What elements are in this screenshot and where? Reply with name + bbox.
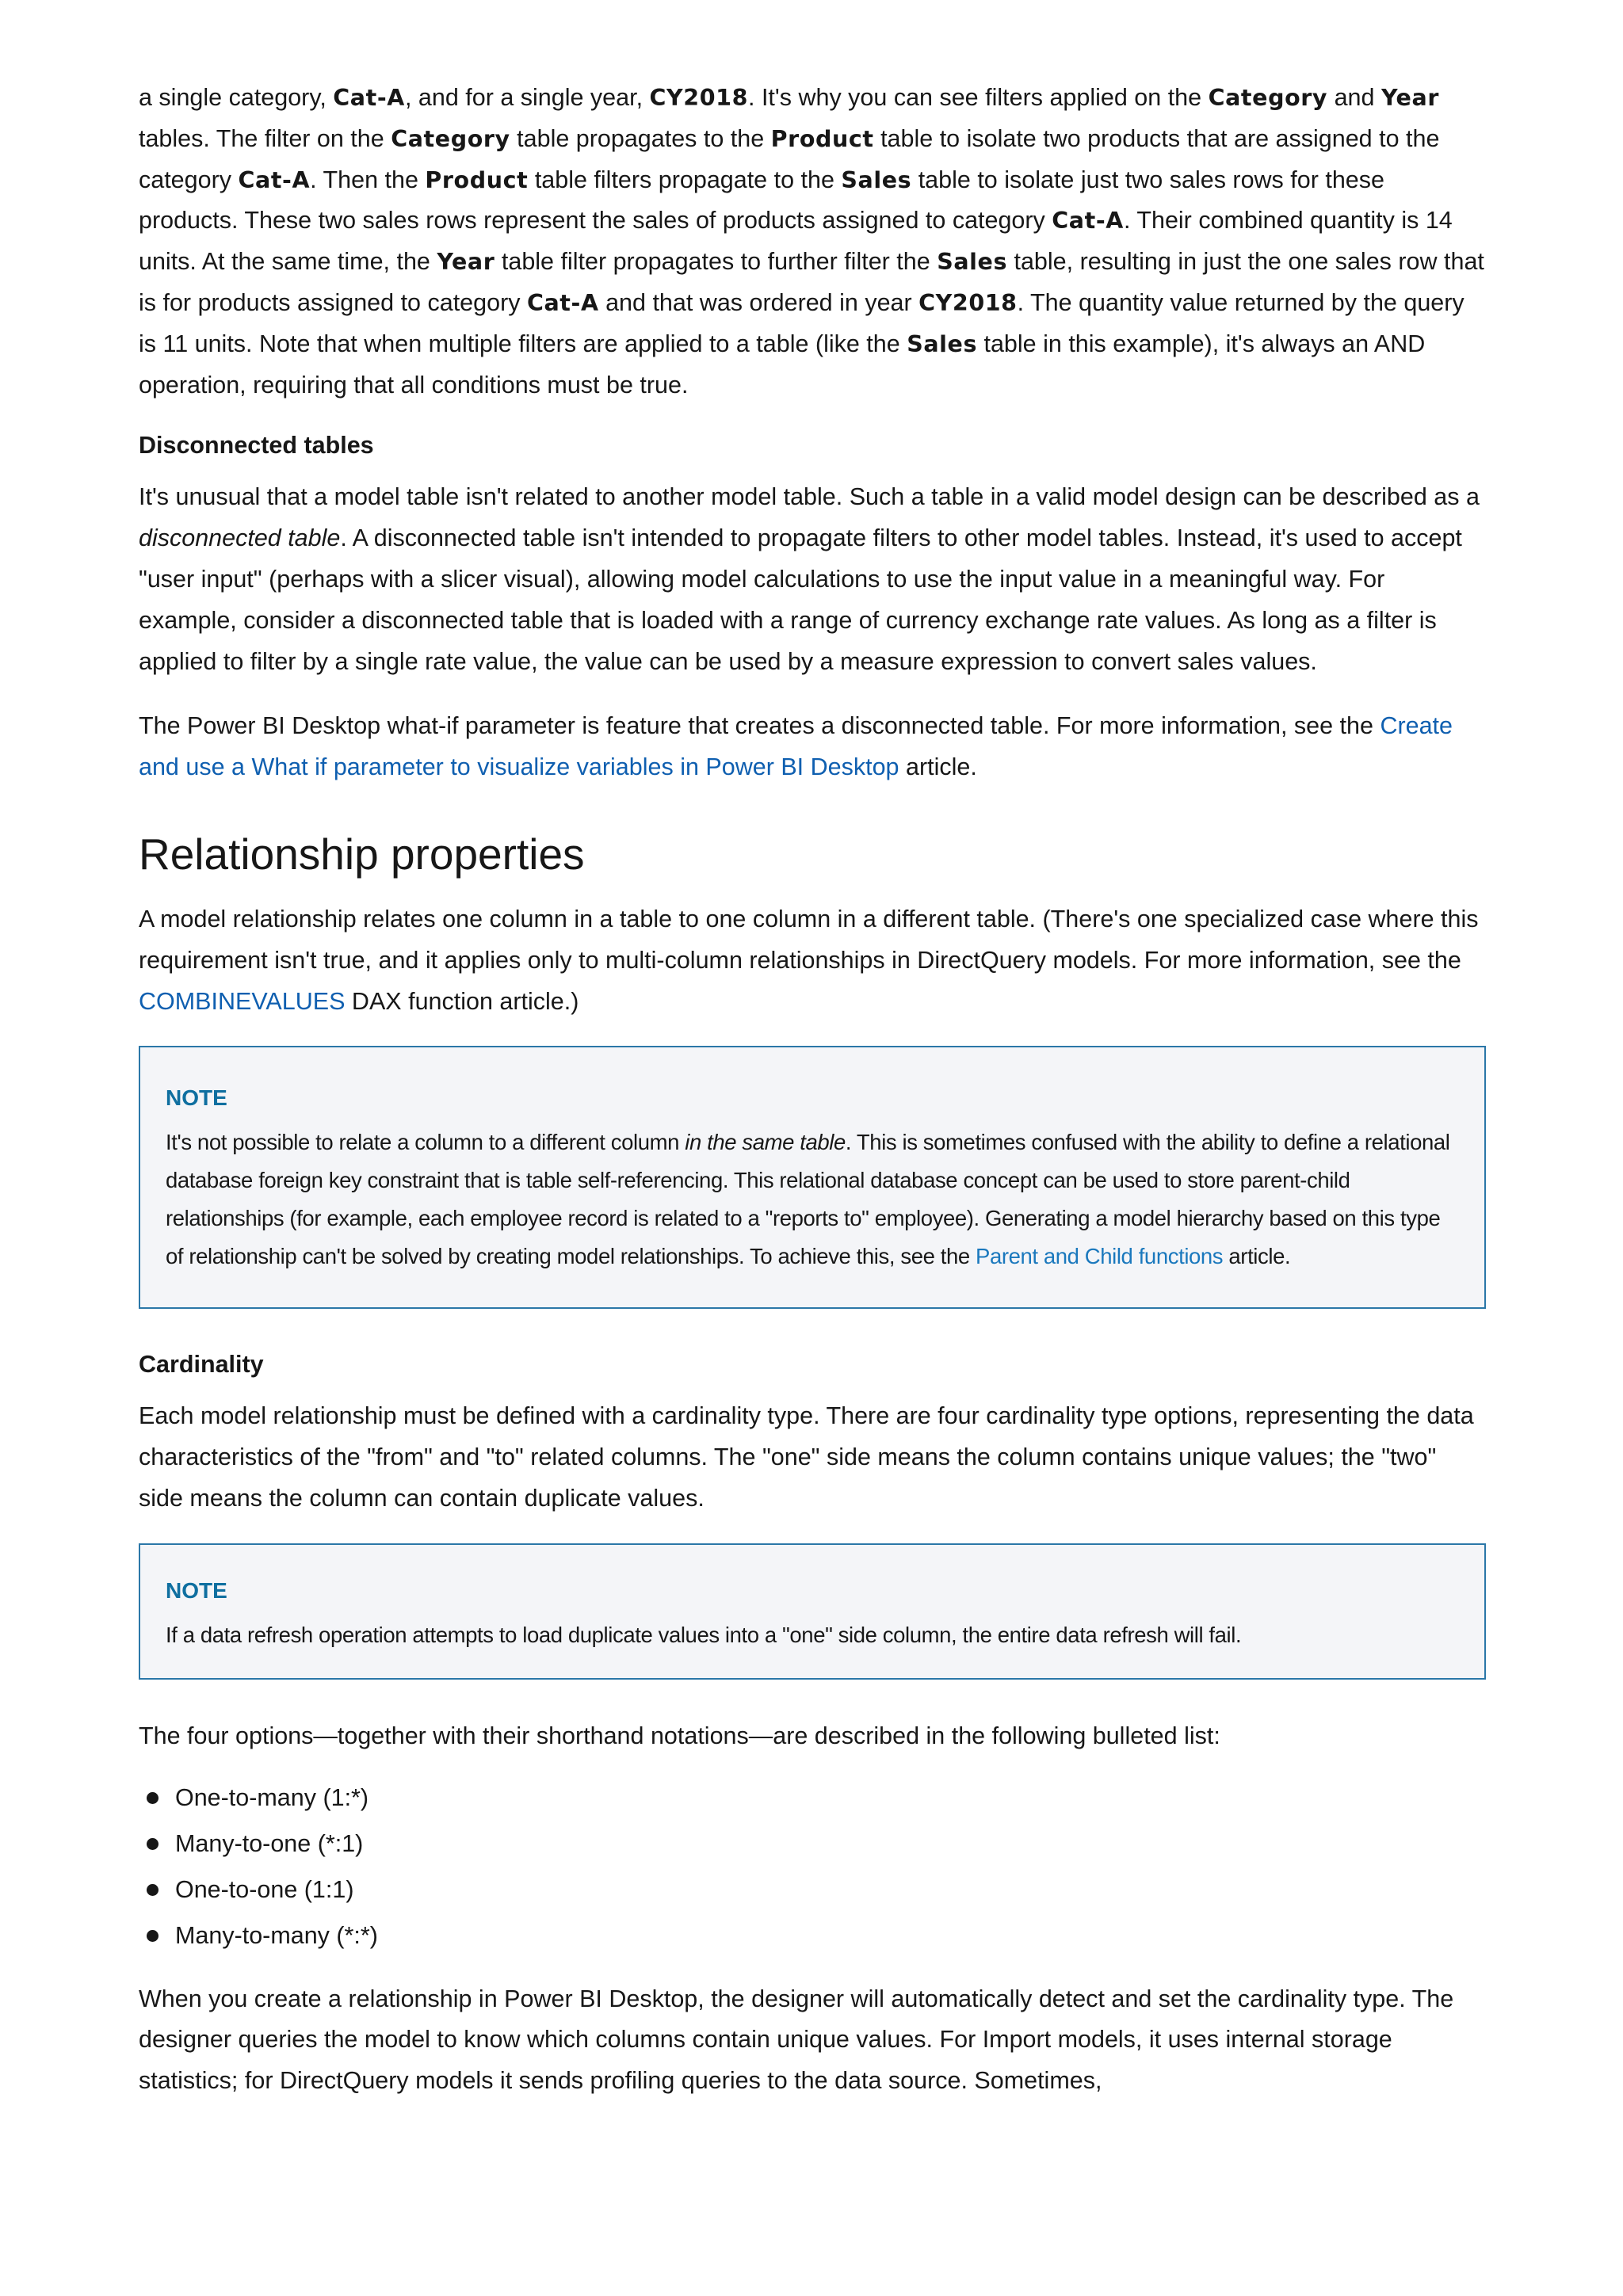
cardinality-paragraph-3: When you create a relationship in Power BI Desktop, the designer will automatically detect and set the cardinality type. The designer queries the model to know which columns contain unique values. For Import models, it uses internal storage statistics; for DirectQuery models it sends profiling queries to the data source. Sometimes, [139,1985,1454,2095]
text-run: and [1327,84,1381,111]
what-if-parameter-link[interactable]: Create and use a What if parameter to visualize variables in Power BI Desktop [139,712,1453,781]
inline-code: Category [391,125,510,152]
text-run: table to isolate two products that are assigned to the category [139,124,1440,193]
text-run: a single category, [139,84,334,111]
text-run: article. [1223,1244,1291,1269]
inline-code: Sales [907,330,978,357]
inline-code: Cat-A [1052,208,1124,235]
text-run: , and for a single year, [404,84,650,111]
list-item-label: Many-to-one (*:1) [175,1829,364,1857]
text-run: . Their combined quantity is 14 units. At the same time, the [139,207,1453,276]
text-run: It's unusual that a model table isn't related to another model table. Such a table in a valid model design can be described as a [139,483,1480,511]
inline-code: Year [1381,85,1439,111]
list-item [139,1913,1486,1958]
note-callout-same-table [139,1046,1486,1309]
text-run: article. [899,753,977,781]
inline-code: CY2018 [918,289,1018,316]
disconnected-paragraph-1 [139,477,1486,682]
cardinality-paragraph-2: The four options—together with their shorthand notations—are described in the following bulleted list: [139,1722,1220,1749]
text-run: It's not possible to relate a column to a different column [166,1130,685,1155]
bullet-icon [147,1884,158,1896]
text-run: and that was ordered in year [598,288,919,316]
text-run: . Then the [310,166,426,193]
text-run: table filters propagate to the [528,166,842,193]
text-run: table to isolate just two sales rows for these products. These two sales rows represent the sales of products assigned to category [139,166,1384,235]
text-run: DAX function article.) [345,987,579,1015]
list-item-label: One-to-one (1:1) [175,1875,354,1903]
intro-paragraph [139,78,1486,406]
relationship-paragraph-1 [139,899,1486,1022]
text-run: . The quantity value returned by the query is 11 units. Note that when multiple filters are applied to a table (like the [139,288,1465,357]
relationship-properties-heading: Relationship properties [139,829,585,879]
text-run: table in this example), it's always an AND operation, requiring that all conditions must be true. [139,330,1426,399]
list-item [139,1867,1486,1913]
list-item [139,1775,1486,1821]
inline-code: Sales [841,166,912,193]
bullet-icon [147,1792,158,1804]
disconnected-tables-heading: Disconnected tables [139,432,374,460]
text-run: . This is sometimes confused with the ability to define a relational database foreign key constraint that is table self-referencing. This relational database concept can be used to store parent-child relationships (for example, each employee record is related to a "reports to" employee). Generating a model hierarchy based on this type of relationship can't be solved by creating model relationships. To achieve this, see the [166,1130,1450,1269]
list-item [139,1821,1486,1867]
text-run: table filter propagates to further filter the [495,248,938,276]
note-body [166,1123,1459,1276]
cardinality-paragraph-1: Each model relationship must be defined with a cardinality type. There are four cardinality type options, representing the data characteristics of the "from" and "to" related columns. The "one" side means the column contains unique values; the "two" side means the column can contain duplicate values. [139,1402,1474,1512]
list-item-label: One-to-many (1:*) [175,1783,369,1811]
bullet-icon [147,1838,158,1850]
inline-code: CY2018 [649,85,749,111]
inline-code: Sales [937,249,1008,276]
emphasis: disconnected table [139,524,341,552]
note-callout-data-refresh [139,1543,1486,1680]
list-item-label: Many-to-many (*:*) [175,1921,378,1949]
disconnected-paragraph-2 [139,706,1486,788]
inline-code: Product [425,166,529,193]
parent-child-functions-link[interactable]: Parent and Child functions [976,1244,1224,1269]
note-title: NOTE [166,1577,227,1603]
text-run: tables. The filter on the [139,124,391,152]
inline-code: Year [437,249,495,276]
inline-code: Cat-A [238,166,311,193]
cardinality-options-list [139,1775,1486,1958]
text-run: table, resulting in just the one sales row that is for products assigned to category [139,248,1484,316]
note-title: NOTE [166,1085,227,1111]
note-body: If a data refresh operation attempts to load duplicate values into a "one" side column, the entire data refresh will fail. [166,1622,1242,1647]
bullet-icon [147,1930,158,1942]
text-run: . A disconnected table isn't intended to propagate filters to other model tables. Instead, it's used to accept "user input" (perhaps with a slicer visual), allowing model calculations to use the input value in a meaningful way. For example, consider a disconnected table that is loaded with a range of currency exchange rate values. As long as a filter is applied to filter by a single rate value, the value can be used by a measure expression to convert sales values. [139,524,1462,675]
combinevalues-link[interactable]: COMBINEVALUES [139,987,346,1015]
cardinality-heading: Cardinality [139,1351,264,1379]
text-run: A model relationship relates one column in a table to one column in a different table. (There's one specialized case where this requirement isn't true, and it applies only to multi-column relationships in DirectQuery models. For more information, see the [139,905,1479,974]
inline-code: Category [1208,85,1328,111]
document-page [139,78,1486,2126]
text-run: . It's why you can see filters applied on the [748,84,1209,111]
inline-code: Cat-A [526,289,599,316]
text-run: The Power BI Desktop what-if parameter is feature that creates a disconnected table. For more information, see the [139,712,1381,740]
inline-code: Product [770,125,874,152]
text-run: table propagates to the [510,124,771,152]
inline-code: Cat-A [333,85,405,111]
emphasis: in the same table [685,1130,846,1155]
